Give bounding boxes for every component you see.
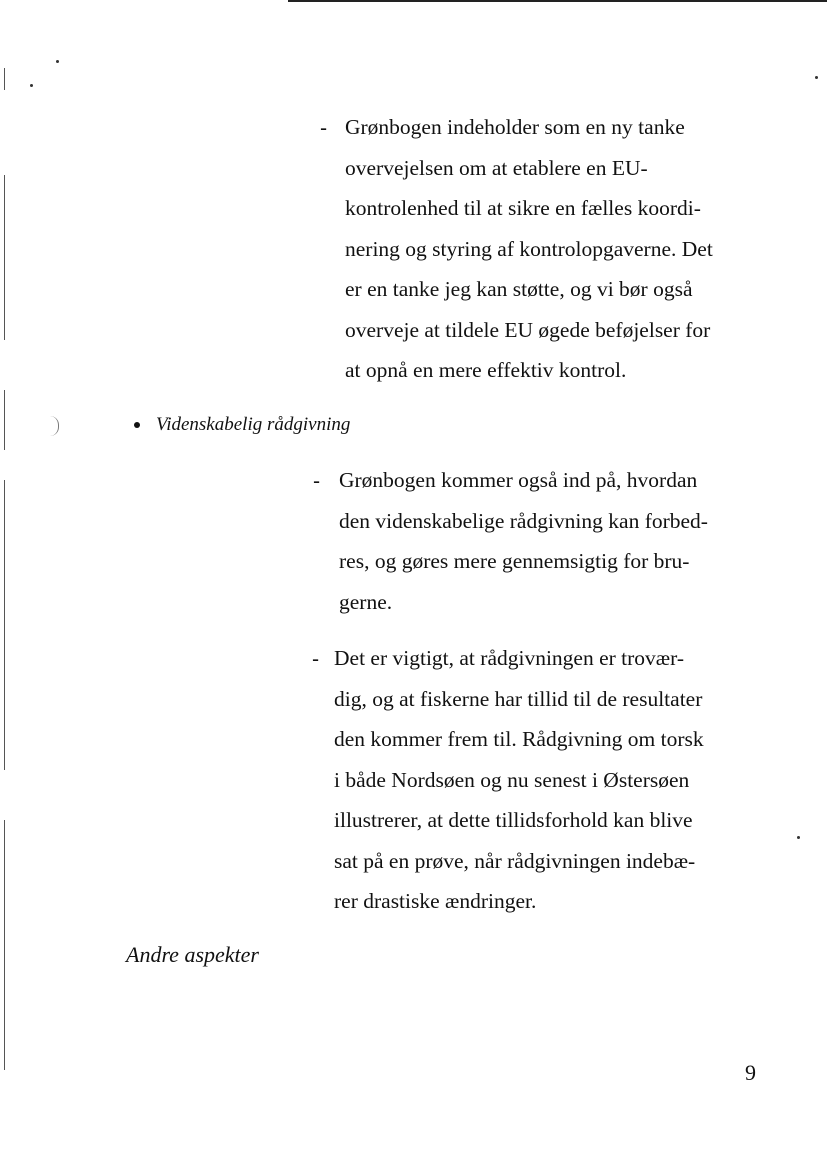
scan-speck [56, 60, 59, 63]
text-line: er en tanke jeg kan støtte, og vi bør også [345, 277, 693, 301]
text-line: Grønbogen indeholder som en ny tanke [345, 115, 685, 139]
text-line: illustrerer, at dette tillidsforhold kan blive [334, 808, 693, 832]
text-line: dig, og at fiskerne har tillid til de resultater [334, 686, 703, 711]
text-line: nering og styring af kontrolopgaverne. Det [345, 236, 713, 261]
paragraph-2-dash: - [313, 469, 321, 493]
scan-speck [815, 76, 818, 79]
text-line: rer drastiske ændringer. [334, 889, 537, 913]
page-number: 9 [745, 1060, 756, 1085]
bullet-icon [134, 422, 140, 428]
scan-edge-mark [4, 480, 5, 770]
scan-edge-mark [4, 390, 5, 450]
paragraph-1 [345, 107, 713, 391]
section-heading: Andre aspekter [126, 942, 259, 967]
bullet-label: Videnskabelig rådgivning [156, 414, 351, 435]
text-line: den kommer frem til. Rådgivning om torsk [334, 727, 704, 751]
scan-edge-mark [4, 175, 5, 340]
bullet-item [134, 410, 350, 440]
scan-edge-mark [4, 820, 5, 1070]
text-line: den videnskabelige rådgivning kan forbed- [339, 508, 708, 533]
text-line: gerne. [339, 589, 393, 614]
text-line: res, og gøres mere gennemsigtig for bru- [339, 549, 690, 573]
scan-bracket-mark [50, 416, 59, 436]
text-line: sat på en prøve, når rådgivningen indebæ- [334, 848, 696, 873]
text-line: overvejelsen om at etablere en EU- [345, 155, 648, 180]
scan-edge-mark [4, 68, 5, 90]
text-line: kontrolenhed til at sikre en fælles koordi- [345, 196, 701, 220]
text-line: i både Nordsøen og nu senest i Østersøen [334, 767, 690, 792]
scan-speck [797, 836, 800, 839]
text-line: Det er vigtigt, at rådgivningen er trovær- [334, 646, 685, 670]
text-line: Grønbogen kommer også ind på, hvordan [339, 468, 698, 492]
paragraph-3 [334, 638, 704, 922]
scan-speck [30, 84, 33, 87]
paragraph-3-dash: - [312, 647, 320, 671]
text-line: at opnå en mere effektiv kontrol. [345, 358, 627, 382]
text-line: overveje at tildele EU øgede beføjelser for [345, 317, 711, 342]
top-border-line [288, 0, 827, 2]
paragraph-1-dash: - [320, 116, 328, 140]
paragraph-2 [339, 460, 708, 622]
